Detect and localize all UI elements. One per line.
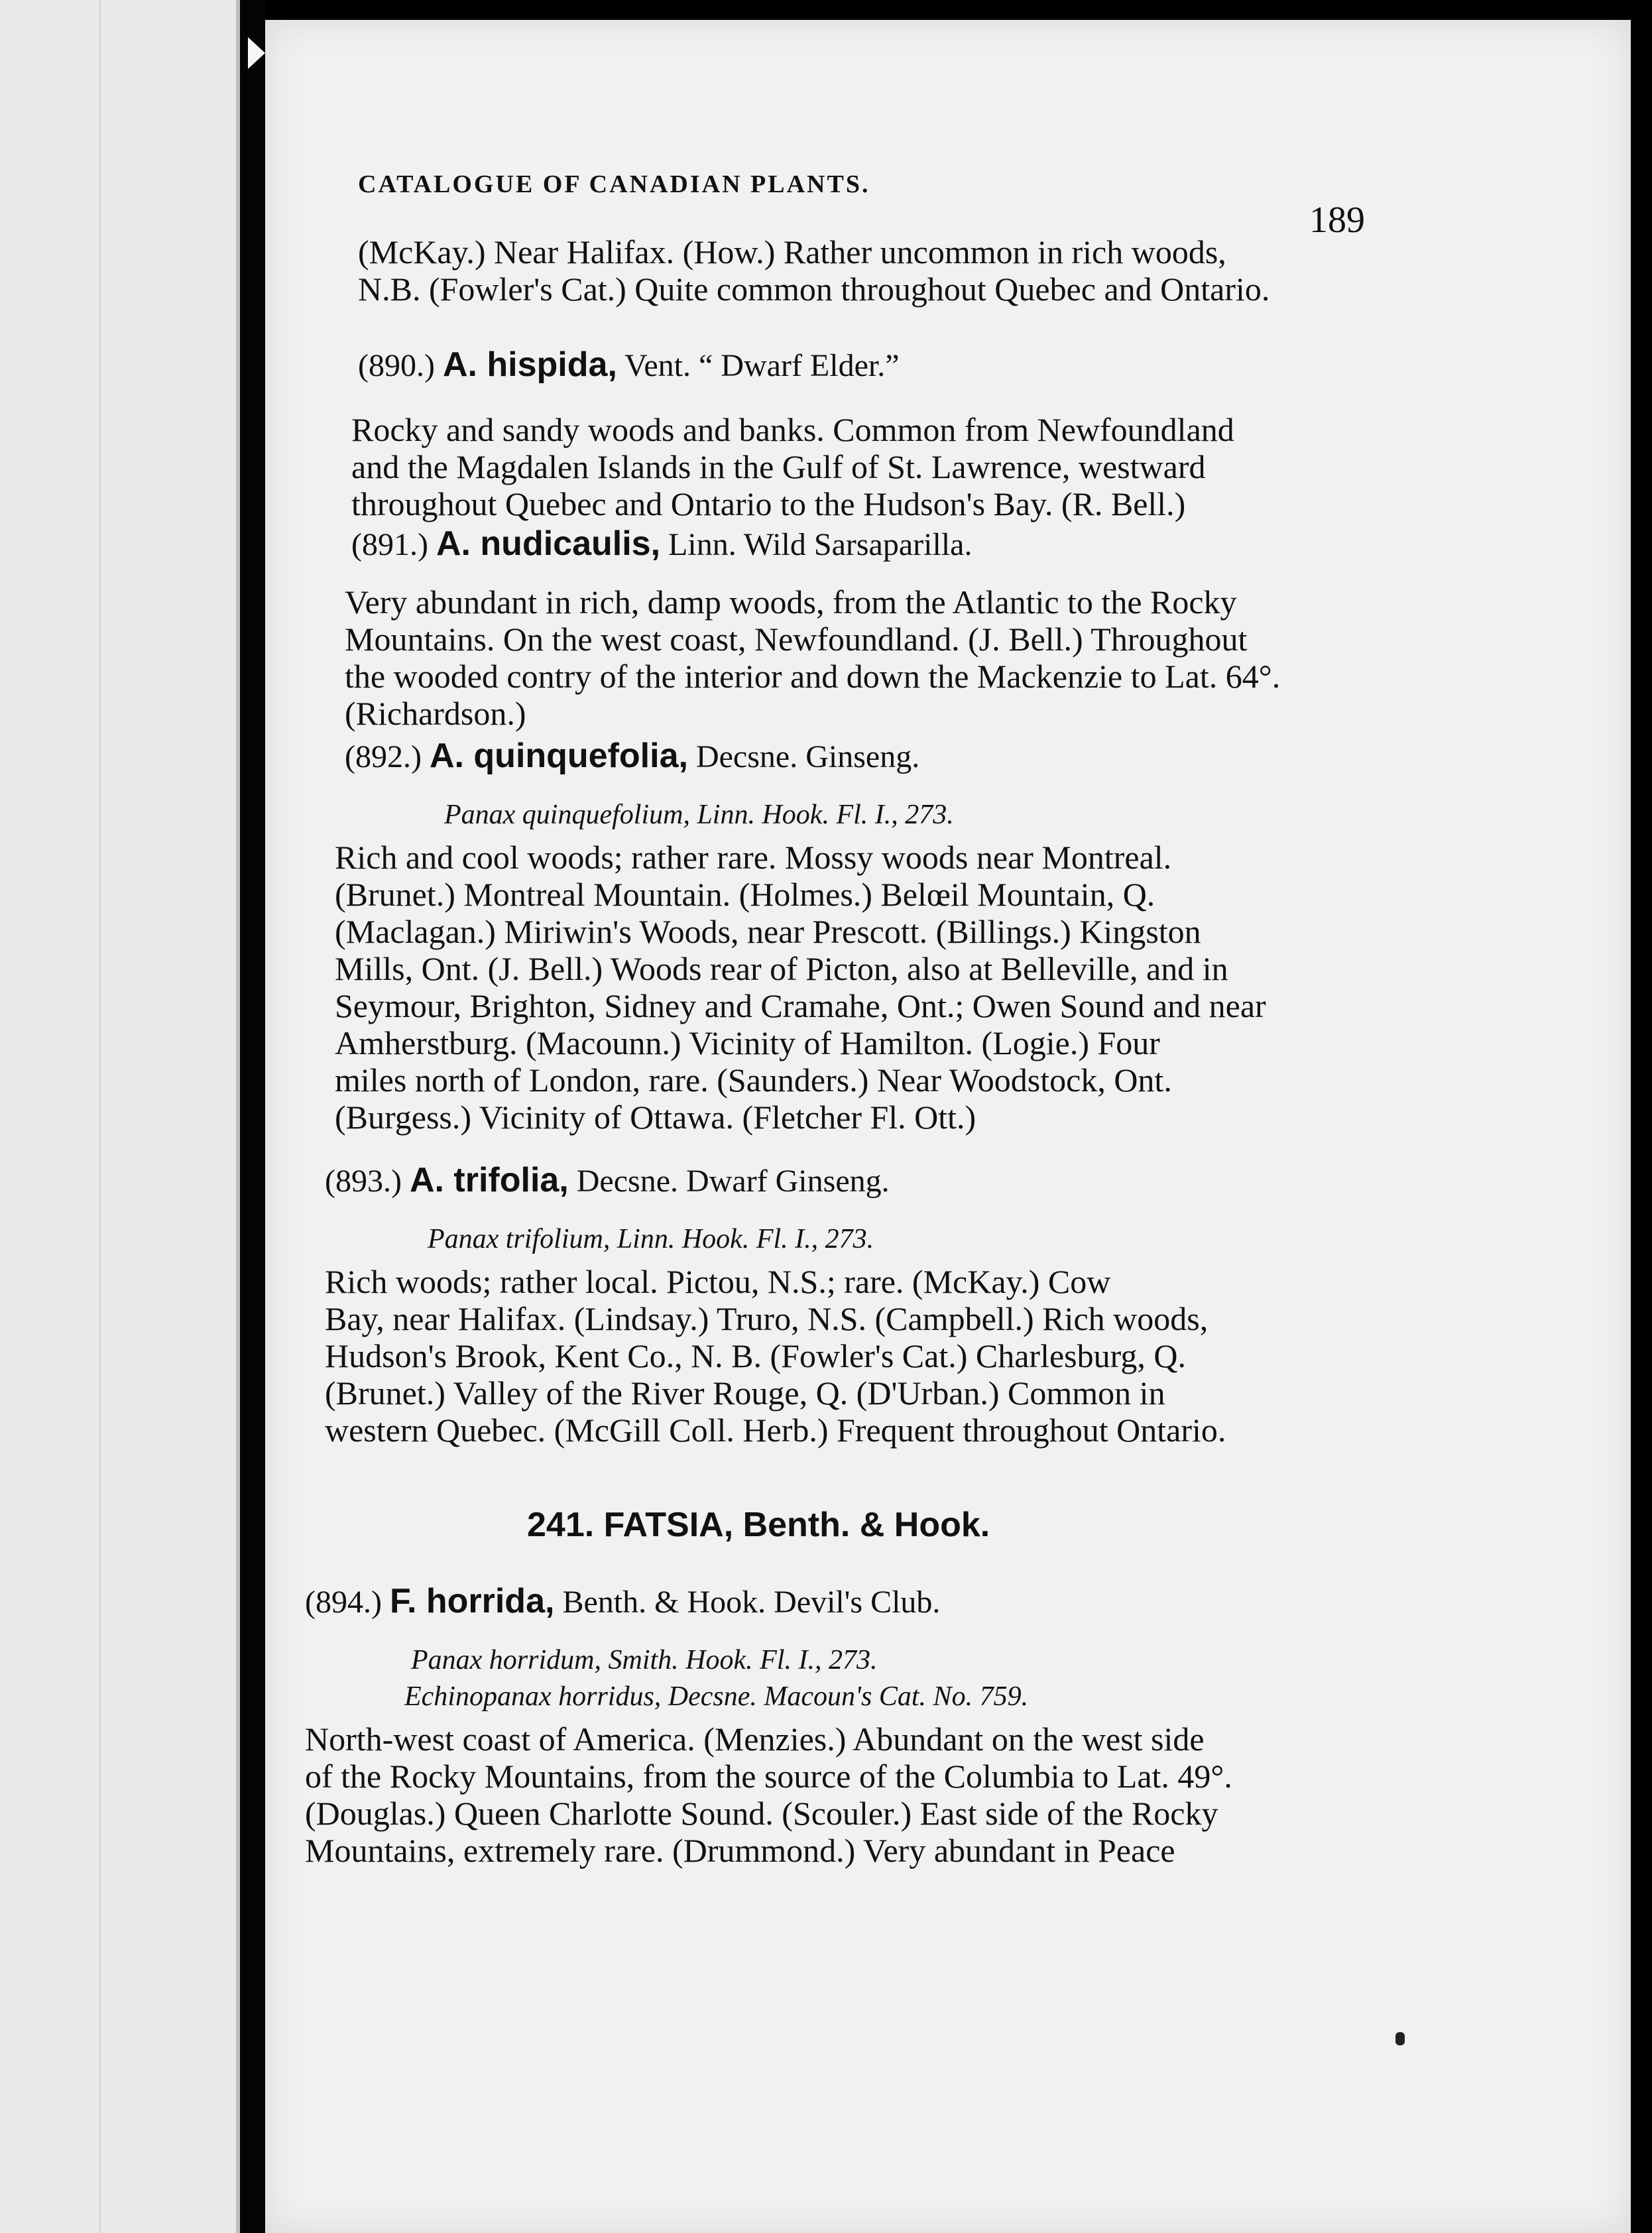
species-name: A. nudicaulis, <box>436 524 661 563</box>
text-line: Seymour, Brighton, Sidney and Cramahe, Ont.; Owen Sound and near <box>335 987 1266 1024</box>
species-name: A. trifolia, <box>409 1161 569 1199</box>
synonym-line: Panax horridum, Smith. Hook. Fl. I., 273. <box>411 1645 878 1675</box>
entry-number: (890.) <box>358 348 435 383</box>
text-line: Rocky and sandy woods and banks. Common from Newfoundland <box>351 411 1234 448</box>
running-header: CATALOGUE OF CANADIAN PLANTS. <box>358 170 870 198</box>
text-line: (Burgess.) Vicinity of Ottawa. (Fletcher Fl. Ott.) <box>335 1099 976 1136</box>
entry-893-description <box>325 1263 1226 1449</box>
author: Benth. & Hook. <box>562 1585 766 1620</box>
common-name: “ Dwarf Elder.” <box>699 348 900 383</box>
entry-number: (893.) <box>325 1164 402 1199</box>
text-line: (Brunet.) Montreal Mountain. (Holmes.) Belœil Mountain, Q. <box>335 876 1155 913</box>
entry-number: (894.) <box>305 1585 382 1620</box>
text-line: (Brunet.) Valley of the River Rouge, Q. (D'Urban.) Common in <box>325 1374 1165 1412</box>
synonym-line: Echinopanax horridus, Decsne. Macoun's Cat. No. 759. <box>404 1681 1029 1712</box>
text-line: Mountains, extremely rare. (Drummond.) Very abundant in Peace <box>305 1832 1175 1869</box>
ink-speck <box>1395 2032 1405 2045</box>
text-line: Rich and cool woods; rather rare. Mossy woods near Montreal. <box>335 839 1172 876</box>
page-marker-icon <box>248 37 265 69</box>
text-line: Hudson's Brook, Kent Co., N. B. (Fowler's Cat.) Charlesburg, Q. <box>325 1337 1186 1374</box>
common-name: Devil's Club. <box>774 1585 941 1620</box>
text-line: western Quebec. (McGill Coll. Herb.) Frequent throughout Ontario. <box>325 1412 1226 1449</box>
text-line: Amherstburg. (Macounn.) Vicinity of Hamilton. (Logie.) Four <box>335 1024 1160 1061</box>
text-line: North-west coast of America. (Menzies.) Abundant on the west side <box>305 1720 1205 1758</box>
page-number: 189 <box>1309 200 1365 241</box>
species-entry-894 <box>305 1581 940 1621</box>
entry-894-description <box>305 1720 1232 1869</box>
left-page <box>0 0 240 2233</box>
species-name: A. quinquefolia, <box>429 737 688 775</box>
entry-892-description <box>335 839 1266 1136</box>
species-entry-891 <box>351 524 972 564</box>
text-line: (McKay.) Near Halifax. (How.) Rather uncommon in rich woods, <box>358 233 1226 271</box>
species-entry-890 <box>358 345 900 385</box>
text-line: Mountains. On the west coast, Newfoundland. (J. Bell.) Throughout <box>345 621 1248 658</box>
author: Decsne. <box>576 1164 679 1199</box>
text-line: the wooded contry of the interior and down the Mackenzie to Lat. 64°. <box>345 658 1281 695</box>
entry-number: (892.) <box>345 739 422 774</box>
margin-rule <box>99 0 101 2233</box>
text-line: miles north of London, rare. (Saunders.) Near Woodstock, Ont. <box>335 1061 1172 1099</box>
text-line: Mills, Ont. (J. Bell.) Woods rear of Picton, also at Belleville, and in <box>335 950 1228 987</box>
author: Vent. <box>624 348 691 383</box>
author: Linn. <box>668 527 737 562</box>
species-name: A. hispida, <box>442 345 617 384</box>
entry-891-description <box>345 583 1280 732</box>
text-line: and the Magdalen Islands in the Gulf of St. Lawrence, westward <box>351 448 1206 485</box>
text-line: N.B. (Fowler's Cat.) Quite common throughout Quebec and Ontario. <box>358 271 1270 308</box>
text-line: Rich woods; rather local. Pictou, N.S.; rare. (McKay.) Cow <box>325 1263 1111 1300</box>
species-entry-893 <box>325 1160 890 1200</box>
species-entry-892 <box>345 736 919 776</box>
synonym-line: Panax trifolium, Linn. Hook. Fl. I., 273. <box>428 1224 874 1254</box>
text-line: of the Rocky Mountains, from the source of the Columbia to Lat. 49°. <box>305 1758 1232 1795</box>
species-name: F. horrida, <box>389 1582 555 1620</box>
author: Decsne. <box>695 739 798 774</box>
entry-number: (891.) <box>351 527 428 562</box>
common-name: Dwarf Ginseng. <box>686 1164 890 1199</box>
synonym-line: Panax quinquefolium, Linn. Hook. Fl. I., 273. <box>444 800 954 830</box>
text-line: throughout Quebec and Ontario to the Hudson's Bay. (R. Bell.) <box>351 485 1186 522</box>
intro-paragraph <box>358 233 1269 308</box>
genus-heading: 241. FATSIA, Benth. & Hook. <box>527 1506 990 1544</box>
common-name: Ginseng. <box>805 739 920 774</box>
text-line: Bay, near Halifax. (Lindsay.) Truro, N.S. (Campbell.) Rich woods, <box>325 1300 1209 1337</box>
text-line: (Maclagan.) Miriwin's Woods, near Prescott. (Billings.) Kingston <box>335 913 1201 950</box>
text-line: (Richardson.) <box>345 695 526 732</box>
common-name: Wild Sarsaparilla. <box>743 527 973 562</box>
book-gutter <box>240 0 265 2233</box>
entry-890-description <box>351 411 1234 522</box>
text-line: (Douglas.) Queen Charlotte Sound. (Scouler.) East side of the Rocky <box>305 1795 1218 1832</box>
text-line: Very abundant in rich, damp woods, from the Atlantic to the Rocky <box>345 583 1237 621</box>
